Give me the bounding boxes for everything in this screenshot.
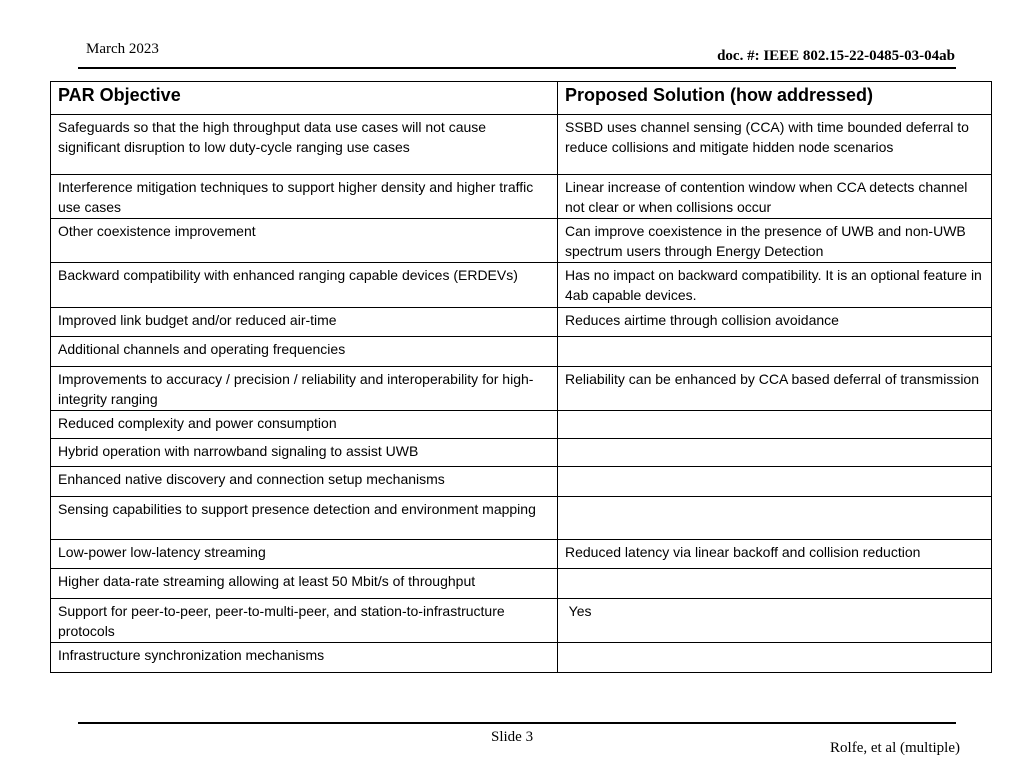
objective-cell: Interference mitigation techniques to support higher density and higher traffic use cases: [51, 175, 558, 219]
solution-cell: [558, 497, 992, 540]
table-row: [51, 337, 992, 367]
header-doc-number: doc. #: IEEE 802.15-22-0485-03-04ab: [717, 48, 955, 64]
objective-cell: Backward compatibility with enhanced ranging capable devices (ERDEVs): [51, 263, 558, 308]
table-row: [51, 175, 992, 219]
solution-cell: [558, 643, 992, 673]
solution-cell: [558, 439, 992, 467]
column-header-par-objective: PAR Objective: [51, 82, 558, 115]
slide-number: Slide 3: [491, 729, 534, 745]
solution-cell: [558, 337, 992, 367]
table-row: [51, 219, 992, 263]
column-header-proposed-solution: Proposed Solution (how addressed): [558, 82, 992, 115]
objective-cell: Additional channels and operating frequencies: [51, 337, 558, 367]
solution-cell: Linear increase of contention window when CCA detects channel not clear or when collisions occur: [558, 175, 992, 219]
table-row: [51, 540, 992, 569]
objective-cell: Other coexistence improvement: [51, 219, 558, 263]
solution-cell: Reduced latency via linear backoff and collision reduction: [558, 540, 992, 569]
table-row: [51, 263, 992, 308]
solution-cell: Reliability can be enhanced by CCA based deferral of transmission: [558, 367, 992, 411]
objective-cell: Higher data-rate streaming allowing at least 50 Mbit/s of throughput: [51, 569, 558, 599]
table-row: [51, 115, 992, 175]
table-row: [51, 411, 992, 439]
solution-cell: [558, 569, 992, 599]
solution-cell: [558, 467, 992, 497]
objective-cell: Reduced complexity and power consumption: [51, 411, 558, 439]
solution-cell: Yes: [558, 599, 992, 643]
objective-cell: Safeguards so that the high throughput data use cases will not cause significant disruption to low duty-cycle ranging use cases: [51, 115, 558, 175]
objective-cell: Support for peer-to-peer, peer-to-multi-peer, and station-to-infrastructure protocols: [51, 599, 558, 643]
header-divider: [78, 67, 956, 69]
table-row: [51, 367, 992, 411]
solution-cell: Reduces airtime through collision avoidance: [558, 308, 992, 337]
objective-cell: Sensing capabilities to support presence detection and environment mapping: [51, 497, 558, 540]
table-header-row: [51, 82, 992, 115]
table-row: [51, 497, 992, 540]
header-date: March 2023: [86, 41, 159, 57]
par-objectives-table: [50, 81, 992, 673]
table-row: [51, 643, 992, 673]
table-row: [51, 308, 992, 337]
objective-cell: Low-power low-latency streaming: [51, 540, 558, 569]
table-row: [51, 467, 992, 497]
table-row: [51, 569, 992, 599]
objective-cell: Hybrid operation with narrowband signaling to assist UWB: [51, 439, 558, 467]
solution-cell: Can improve coexistence in the presence of UWB and non-UWB spectrum users through Energy Detection: [558, 219, 992, 263]
footer-divider: [78, 722, 956, 724]
objective-cell: Enhanced native discovery and connection setup mechanisms: [51, 467, 558, 497]
objective-cell: Improvements to accuracy / precision / reliability and interoperability for high-integrity ranging: [51, 367, 558, 411]
table-row: [51, 599, 992, 643]
objective-cell: Infrastructure synchronization mechanisms: [51, 643, 558, 673]
objective-cell: Improved link budget and/or reduced air-time: [51, 308, 558, 337]
solution-cell: [558, 411, 992, 439]
solution-cell: Has no impact on backward compatibility. It is an optional feature in 4ab capable devices.: [558, 263, 992, 308]
solution-cell: SSBD uses channel sensing (CCA) with time bounded deferral to reduce collisions and mitigate hidden node scenarios: [558, 115, 992, 175]
table-row: [51, 439, 992, 467]
footer-authors: Rolfe, et al (multiple): [830, 740, 960, 756]
